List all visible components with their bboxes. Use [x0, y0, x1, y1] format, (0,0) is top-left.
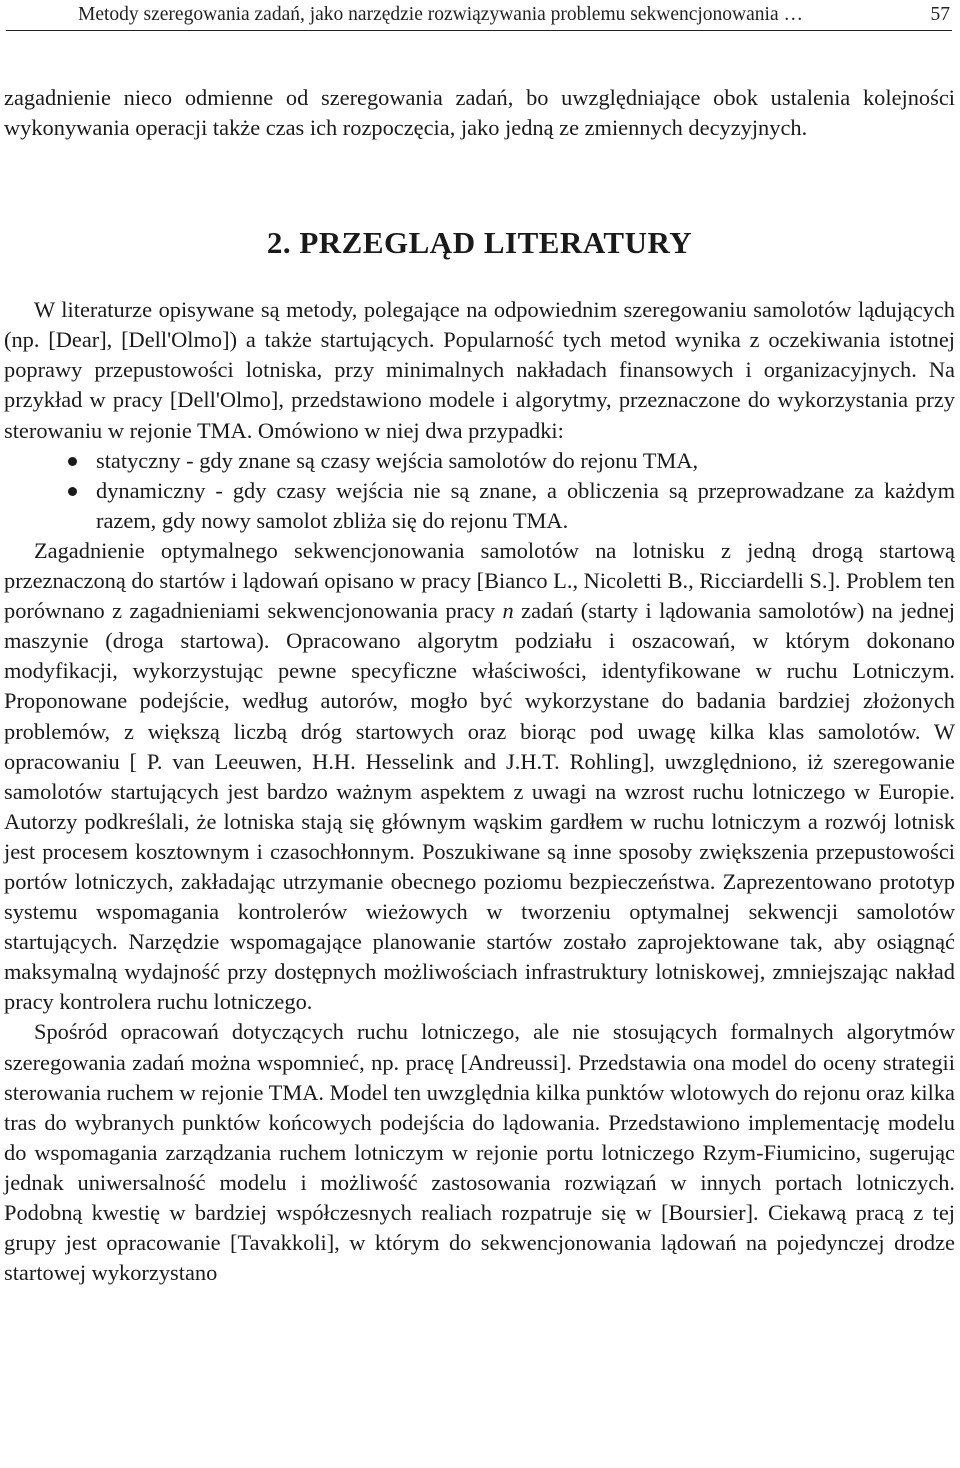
- bullet-icon: [68, 457, 77, 466]
- list-item-text: dynamiczny - gdy czasy wejścia nie są znane, a obliczenia są przeprowadzane za każdym razem, gdy nowy samolot zbliża się do rejonu TMA.: [96, 477, 955, 533]
- literature-paragraph-3: Spośród opracowań dotyczących ruchu lotniczego, ale nie stosujących formalnych algorytmów szeregowania zadań można wspomnieć, np. pracę [Andreussi]. Przedstawia ona model do oceny strategii sterowania ruchem w rejonie TMA. Model ten uwzględnia kilka punktów wlotowych do rejonu oraz kilka tras do wybranych punktów końcowych podejścia do lądowania. Przedstawiono implementację modelu do wspomagania zarządzania ruchem lotniczym w rejonie portu lotniczego Rzym-Fiumicino, sugerując jednak uniwersalność modelu i możliwość zastosowania rozwiązań w innych portach lotniczych. Podobną kwestię w bardziej współczesnych realiach rozpatruje się w [Boursier]. Ciekawą pracą z tej grupy jest opracowanie [Tavakkoli], w którym do sekwencjonowania lądowań na pojedynczej drodze startowej wykorzystano: [4, 1019, 955, 1286]
- list-item-text: statyczny - gdy znane są czasy wejścia samolotów do rejonu TMA,: [96, 447, 699, 473]
- paragraph-2-start: Zagadnienie optymalnego sekwencjonowania samolotów na lotnisku z jedną drogą startową przeznaczoną do startów i lądowań opisano w pracy [Bianco L., Nicoletti B., Ricciardelli S.]. Problem ten porównano z zagadnieniami sekwencjonowania pracy: [4, 537, 955, 624]
- intro-paragraph: zagadnienie nieco odmienne od szeregowania zadań, bo uwzględniające obok ustalenia kolejności wykonywania operacji także czas ich rozpoczęcia, jako jedną ze zmiennych decyzyjnych.: [4, 85, 955, 141]
- list-item: [64, 476, 955, 536]
- body-text: [4, 83, 955, 1288]
- literature-paragraph-2: [4, 536, 955, 1018]
- literature-paragraph-1: W literaturze opisywane są metody, polegające na odpowiednim szeregowaniu samolotów lądujących (np. [Dear], [Dell'Olmo]) a także startujących. Popularność tych metod wynika z oczekiwania istotnej poprawy przepustowości lotniska, przy minimalnych nakładach finansowych i organizacyjnych. Na przykład w pracy [Dell'Olmo], przedstawiono modele i algorytmy, przeznaczone do wykorzystania przy sterowaniu w rejonie TMA. Omówiono w niej dwa przypadki:: [4, 297, 955, 443]
- list-item: [64, 446, 955, 476]
- bullet-icon: [68, 487, 77, 496]
- page-number: 57: [930, 4, 950, 25]
- running-title: Metody szeregowania zadań, jako narzędzie rozwiązywania problemu sekwencjonowania …: [78, 4, 803, 25]
- running-header: [6, 2, 952, 31]
- cases-list: [4, 446, 955, 536]
- section-heading: 2. PRZEGLĄD LITERATURY: [266, 225, 693, 261]
- variable-n: n: [502, 598, 514, 624]
- paragraph-2-rest: zadań (starty i lądowania samolotów) na jednej maszynie (droga startowa). Opracowano algorytm podziału i oszacowań, w którym dokonano modyfikacji, wykorzystując pewne specyficzne właściwości, identyfikowane w ruchu Lotniczym. Proponowane podejście, według autorów, mogło być wykorzystane do badania bardziej złożonych problemów, z większą liczbą dróg startowych oraz biorąc pod uwagę kilka klas samolotów. W opracowaniu [ P. van Leeuwen, H.H. Hesselink and J.H.T. Rohling], uwzględniono, iż szeregowanie samolotów startujących jest bardzo ważnym aspektem z uwagi na wzrost ruchu lotniczego w Europie. Autorzy podkreślali, że lotniska stają się głównym wąskim gardłem w ruchu lotniczym a rozwój lotnisk jest procesem kosztownym i czasochłonnym. Poszukiwane są inne sposoby zwiększenia przepustowości portów lotniczych, zakładając utrzymanie obecnego poziomu bezpieczeństwa. Zaprezentowano prototyp systemu wspomagania kontrolerów wieżowych w tworzeniu optymalnej sekwencji samolotów startujących. Narzędzie wspomagające planowanie startów zostało zaprojektowane tak, aby osiągnąć maksymalną wydajność przy dostępnych możliwościach infrastruktury lotniskowej, zmniejszając nakład pracy kontrolera ruchu lotniczego.: [4, 598, 956, 1015]
